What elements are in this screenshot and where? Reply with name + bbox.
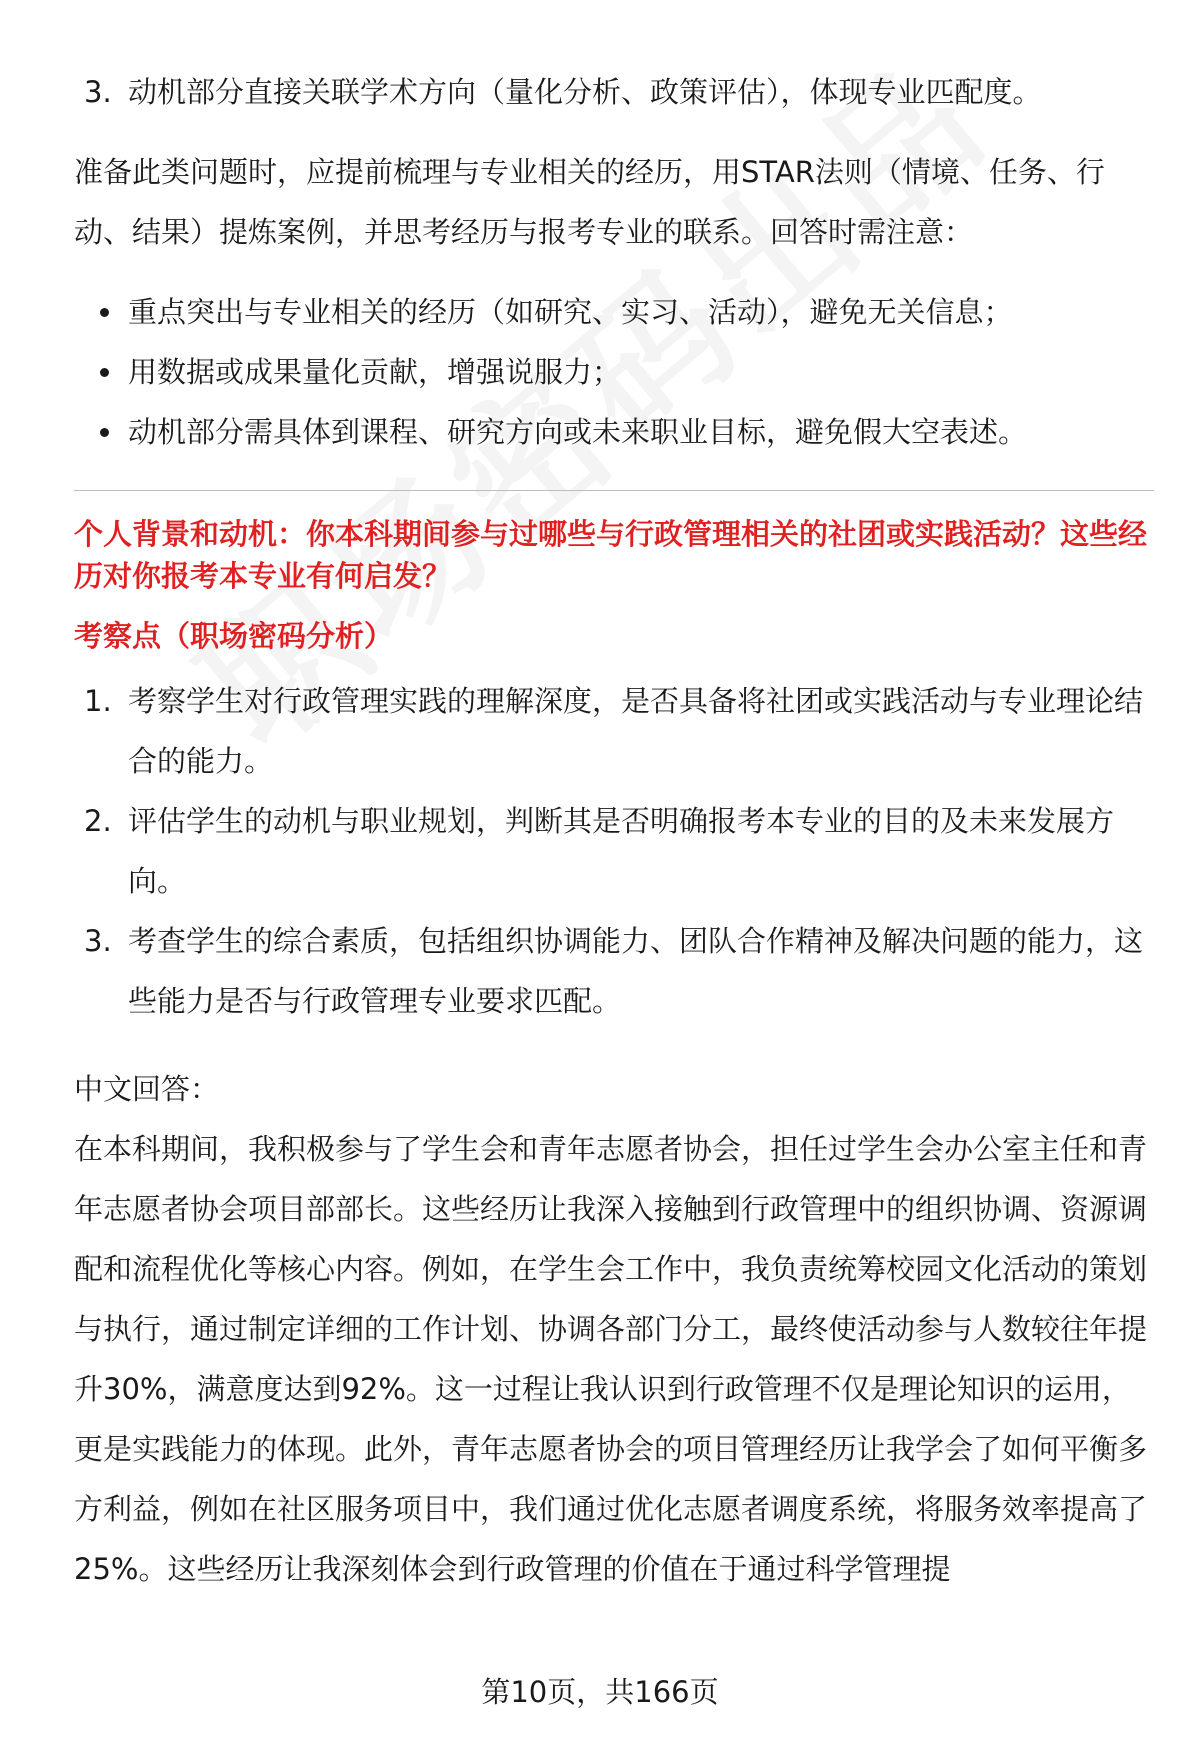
section-divider bbox=[74, 490, 1154, 491]
prep-paragraph: 准备此类问题时，应提前梳理与专业相关的经历，用STAR法则（情境、任务、行动、结果）提炼案例，并思考经历与报考专业的联系。回答时需注意： bbox=[74, 155, 1105, 249]
bullet-icon bbox=[100, 308, 109, 317]
bullet-icon bbox=[100, 368, 109, 377]
assessment-heading: 考察点（职场密码分析） bbox=[74, 619, 394, 653]
list-item-text: 考察学生对行政管理实践的理解深度，是否具备将社团或实践活动与专业理论结合的能力。 bbox=[128, 684, 1144, 778]
tip-text: 重点突出与专业相关的经历（如研究、实习、活动），避免无关信息； bbox=[128, 295, 1013, 329]
list-number: 3. bbox=[84, 75, 112, 109]
tips-list bbox=[74, 282, 1154, 462]
list-item-text: 动机部分直接关联学术方向（量化分析、政策评估），体现专业匹配度。 bbox=[128, 75, 1042, 109]
list-item-text: 考查学生的综合素质，包括组织协调能力、团队合作精神及解决问题的能力，这些能力是否与行政管理专业要求匹配。 bbox=[128, 924, 1144, 1018]
question-heading: 个人背景和动机：你本科期间参与过哪些与行政管理相关的社团或实践活动？这些经历对你报考本专业有何启发？ bbox=[74, 517, 1148, 593]
list-item bbox=[74, 791, 1154, 911]
list-item bbox=[74, 671, 1154, 791]
tip-text: 用数据或成果量化贡献，增强说服力； bbox=[128, 355, 622, 389]
answer-label: 中文回答： bbox=[74, 1072, 220, 1106]
list-number: 1. bbox=[84, 684, 112, 718]
page-content bbox=[74, 62, 1154, 1599]
list-item bbox=[74, 342, 1154, 402]
list-item bbox=[74, 62, 1154, 122]
tip-text: 动机部分需具体到课程、研究方向或未来职业目标，避免假大空表述。 bbox=[128, 415, 1028, 449]
list-number: 2. bbox=[84, 804, 112, 838]
list-item bbox=[74, 402, 1154, 462]
list-item-text: 评估学生的动机与职业规划，判断其是否明确报考本专业的目的及未来发展方向。 bbox=[128, 804, 1115, 898]
list-item bbox=[74, 911, 1154, 1031]
bullet-icon bbox=[100, 428, 109, 437]
answer-body: 在本科期间，我积极参与了学生会和青年志愿者协会，担任过学生会办公室主任和青年志愿者协会项目部部长。这些经历让我深入接触到行政管理中的组织协调、资源调配和流程优化等核心内容。例如，在学生会工作中，我负责统筹校园文化活动的策划与执行，通过制定详细的工作计划、协调各部门分工，最终使活动参与人数较往年提升30%，满意度达到92%。这一过程让我认识到行政管理不仅是理论知识的运用，更是实践能力的体现。此外，青年志愿者协会的项目管理经历让我学会了如何平衡多方利益，例如在社区服务项目中，我们通过优化志愿者调度系统，将服务效率提高了25%。这些经历让我深刻体会到行政管理的价值在于通过科学管理提 bbox=[74, 1132, 1148, 1586]
assessment-list bbox=[74, 671, 1154, 1031]
list-item bbox=[74, 282, 1154, 342]
page-footer: 第10页，共166页 bbox=[481, 1675, 719, 1709]
intro-list bbox=[74, 62, 1154, 122]
list-number: 3. bbox=[84, 924, 112, 958]
